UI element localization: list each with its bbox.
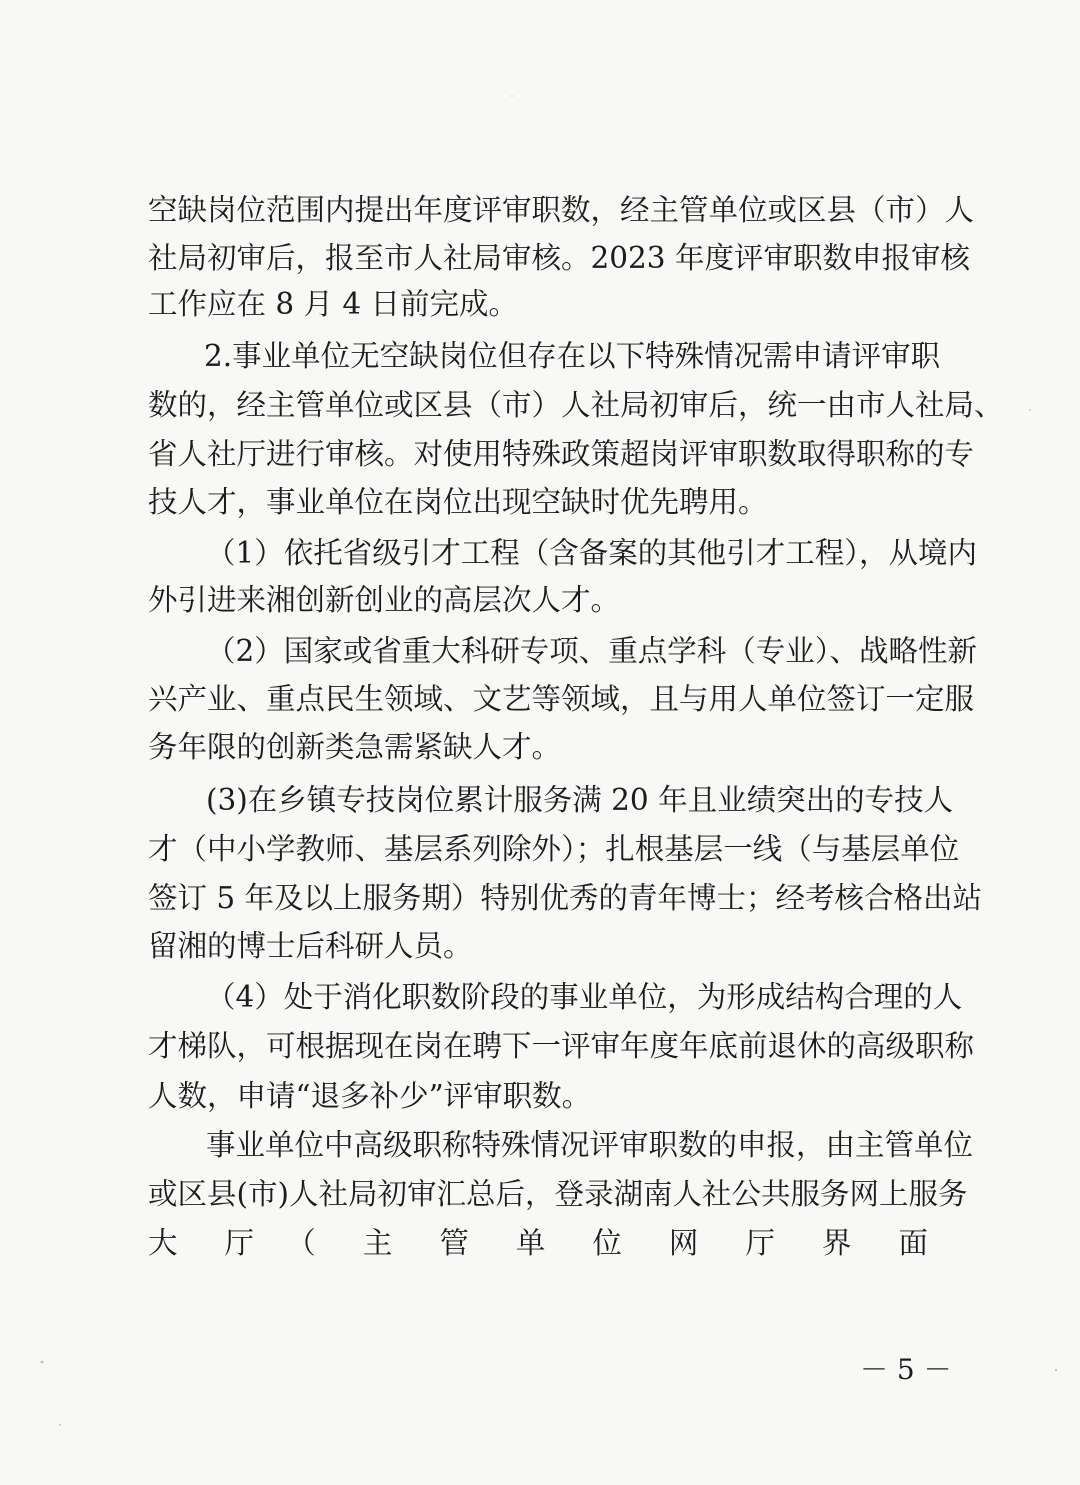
text-line-2: 社局初审后，报至市人社局审核。2023 年度评审职数申报审核 [148, 241, 970, 275]
text-line-18: 才梯队，可根据现在岗在聘下一评审年度年底前退休的高级职称 [148, 1029, 975, 1063]
text-line-7: 技人才，事业单位在岗位出现空缺时优先聘用。 [148, 485, 768, 519]
text-line-3: 工作应在 8 月 4 日前完成。 [148, 287, 519, 321]
text-line-9: 外引进来湘创新创业的高层次人才。 [148, 583, 621, 617]
text-line-22: 大 厅 （ 主 管 单 位 网 厅 界 面 [148, 1226, 928, 1260]
text-line-19: 人数，申请“退多补少”评审职数。 [148, 1079, 592, 1113]
text-line-12: 务年限的创新类急需紧缺人才。 [148, 730, 562, 764]
text-line-16: 留湘的博士后科研人员。 [148, 929, 473, 963]
text-line-4: 2.事业单位无空缺岗位但存在以下特殊情况需申请评审职 [204, 339, 941, 373]
text-line-21: 或区县(市)人社局初审汇总后，登录湖南人社公共服务网上服务 [148, 1177, 968, 1211]
text-line-14: 才（中小学教师、基层系列除外）；扎根基层一线（与基层单位 [148, 832, 960, 866]
text-line-20: 事业单位中高级职称特殊情况评审职数的申报，由主管单位 [206, 1128, 974, 1162]
text-line-10: （2）国家或省重大科研专项、重点学科（专业）、战略性新 [206, 634, 978, 668]
text-line-17: （4）处于消化职数阶段的事业单位，为形成结构合理的人 [206, 980, 963, 1014]
text-line-15: 签订 5 年及以上服务期）特别优秀的青年博士；经考核合格出站 [148, 881, 983, 915]
text-line-13: (3)在乡镇专技岗位累计服务满 20 年且业绩突出的专技人 [206, 783, 954, 817]
text-line-11: 兴产业、重点民生领域、文艺等领域，且与用人单位签订一定服 [148, 682, 975, 716]
text-line-5: 数的，经主管单位或区县（市）人社局初审后，统一由市人社局、 [148, 388, 1004, 422]
text-line-6: 省人社厅进行审核。对使用特殊政策超岗评审职数取得职称的专 [148, 437, 975, 471]
text-line-1: 空缺岗位范围内提出年度评审职数，经主管单位或区县（市）人 [148, 193, 975, 227]
page-number: － 5 － [860, 1353, 952, 1386]
text-line-8: （1）依托省级引才工程（含备案的其他引才工程），从境内 [206, 536, 978, 570]
